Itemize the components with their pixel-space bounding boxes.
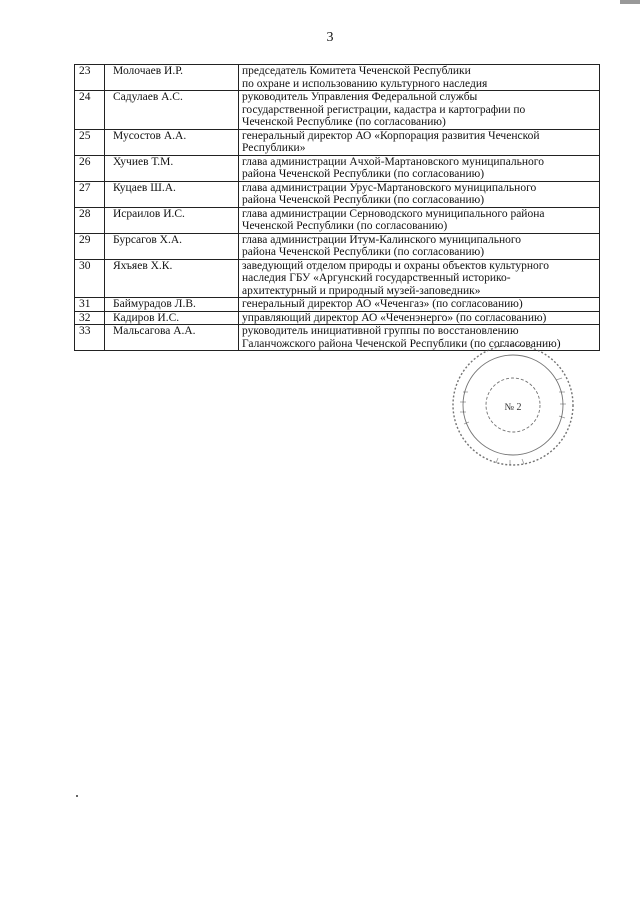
table-row xyxy=(75,298,600,312)
official-seal xyxy=(438,330,588,480)
member-name: Куцаев Ш.А. xyxy=(105,181,239,207)
position-line: руководитель инициативной группы по восстановлению xyxy=(242,325,519,337)
table-row xyxy=(75,311,600,325)
position-line: генеральный директор АО «Корпорация развития Чеченской xyxy=(242,129,540,142)
row-number: 28 xyxy=(75,207,105,233)
position-line: глава администрации Урус-Мартановского муниципального xyxy=(242,181,537,194)
member-name: Мальсагова А.А. xyxy=(105,325,239,351)
table-row xyxy=(75,91,600,130)
member-name: Хучиев Т.М. xyxy=(105,155,239,181)
position-line: заведующий отделом природы и охраны объектов культурного xyxy=(242,259,549,272)
position-line: государственной регистрации, кадастра и картографии по xyxy=(242,103,526,116)
position-line: по охране и использованию культурного наследия xyxy=(242,77,488,90)
position-line: архитектурный и природный музей-заповедник» xyxy=(242,284,481,297)
scan-corner-mark xyxy=(620,0,640,4)
position-line: наследия ГБУ «Аргунский государственный историко- xyxy=(242,272,511,284)
seal-inner-label: № 2 xyxy=(504,402,522,413)
member-position xyxy=(239,91,600,130)
member-name: Садулаев А.С. xyxy=(105,91,239,130)
table-row xyxy=(75,65,600,91)
member-position xyxy=(239,311,600,325)
position-line: председатель Комитета Чеченской Республики xyxy=(242,65,471,77)
row-number: 25 xyxy=(75,129,105,155)
position-line: глава администрации Ачхой-Мартановского муниципального xyxy=(242,155,544,168)
position-line: Республики» xyxy=(242,142,306,154)
table-row xyxy=(75,129,600,155)
scan-speck xyxy=(76,795,78,797)
member-position xyxy=(239,65,600,91)
table-row xyxy=(75,207,600,233)
page-number: 3 xyxy=(326,30,334,45)
table-row xyxy=(75,233,600,259)
member-name: Баймурадов Л.В. xyxy=(105,298,239,312)
position-line: Чеченской Республике (по согласованию) xyxy=(242,116,446,128)
row-number: 33 xyxy=(75,325,105,351)
member-name: Исраилов И.С. xyxy=(105,207,239,233)
position-line: района Чеченской Республики (по согласованию) xyxy=(242,246,485,258)
row-number: 29 xyxy=(75,233,105,259)
position-line: руководитель Управления Федеральной службы xyxy=(242,91,478,103)
member-position xyxy=(239,129,600,155)
members-table xyxy=(74,64,600,351)
position-line: района Чеченской Республики (по согласованию) xyxy=(242,168,485,180)
row-number: 24 xyxy=(75,91,105,130)
member-position xyxy=(239,155,600,181)
row-number: 32 xyxy=(75,311,105,325)
row-number: 27 xyxy=(75,181,105,207)
row-number: 30 xyxy=(75,259,105,298)
position-line: Чеченской Республики (по согласованию) xyxy=(242,220,448,232)
member-position xyxy=(239,259,600,298)
table-row xyxy=(75,181,600,207)
row-number: 23 xyxy=(75,65,105,91)
position-line: Галанчожского района Чеченской Республики (по согласованию) xyxy=(242,337,561,350)
position-line: района Чеченской Республики (по согласованию) xyxy=(242,194,485,206)
member-name: Молочаев И.Р. xyxy=(105,65,239,91)
member-position xyxy=(239,233,600,259)
member-name: Яхъяев Х.К. xyxy=(105,259,239,298)
table-row xyxy=(75,155,600,181)
position-line: глава администрации Серноводского муниципального района xyxy=(242,207,545,220)
member-name: Бурсагов Х.А. xyxy=(105,233,239,259)
members-table-body xyxy=(75,65,600,351)
position-line: глава администрации Итум-Калинского муниципального xyxy=(242,233,522,246)
position-line: управляющий директор АО «Чеченэнерго» (по согласованию) xyxy=(242,311,547,324)
row-number: 31 xyxy=(75,298,105,312)
member-name: Мусостов А.А. xyxy=(105,129,239,155)
position-line: генеральный директор АО «Чеченгаз» (по согласованию) xyxy=(242,298,523,310)
member-name: Кадиров И.С. xyxy=(105,311,239,325)
row-number: 26 xyxy=(75,155,105,181)
table-row xyxy=(75,259,600,298)
member-position xyxy=(239,181,600,207)
member-position xyxy=(239,298,600,312)
member-position xyxy=(239,207,600,233)
